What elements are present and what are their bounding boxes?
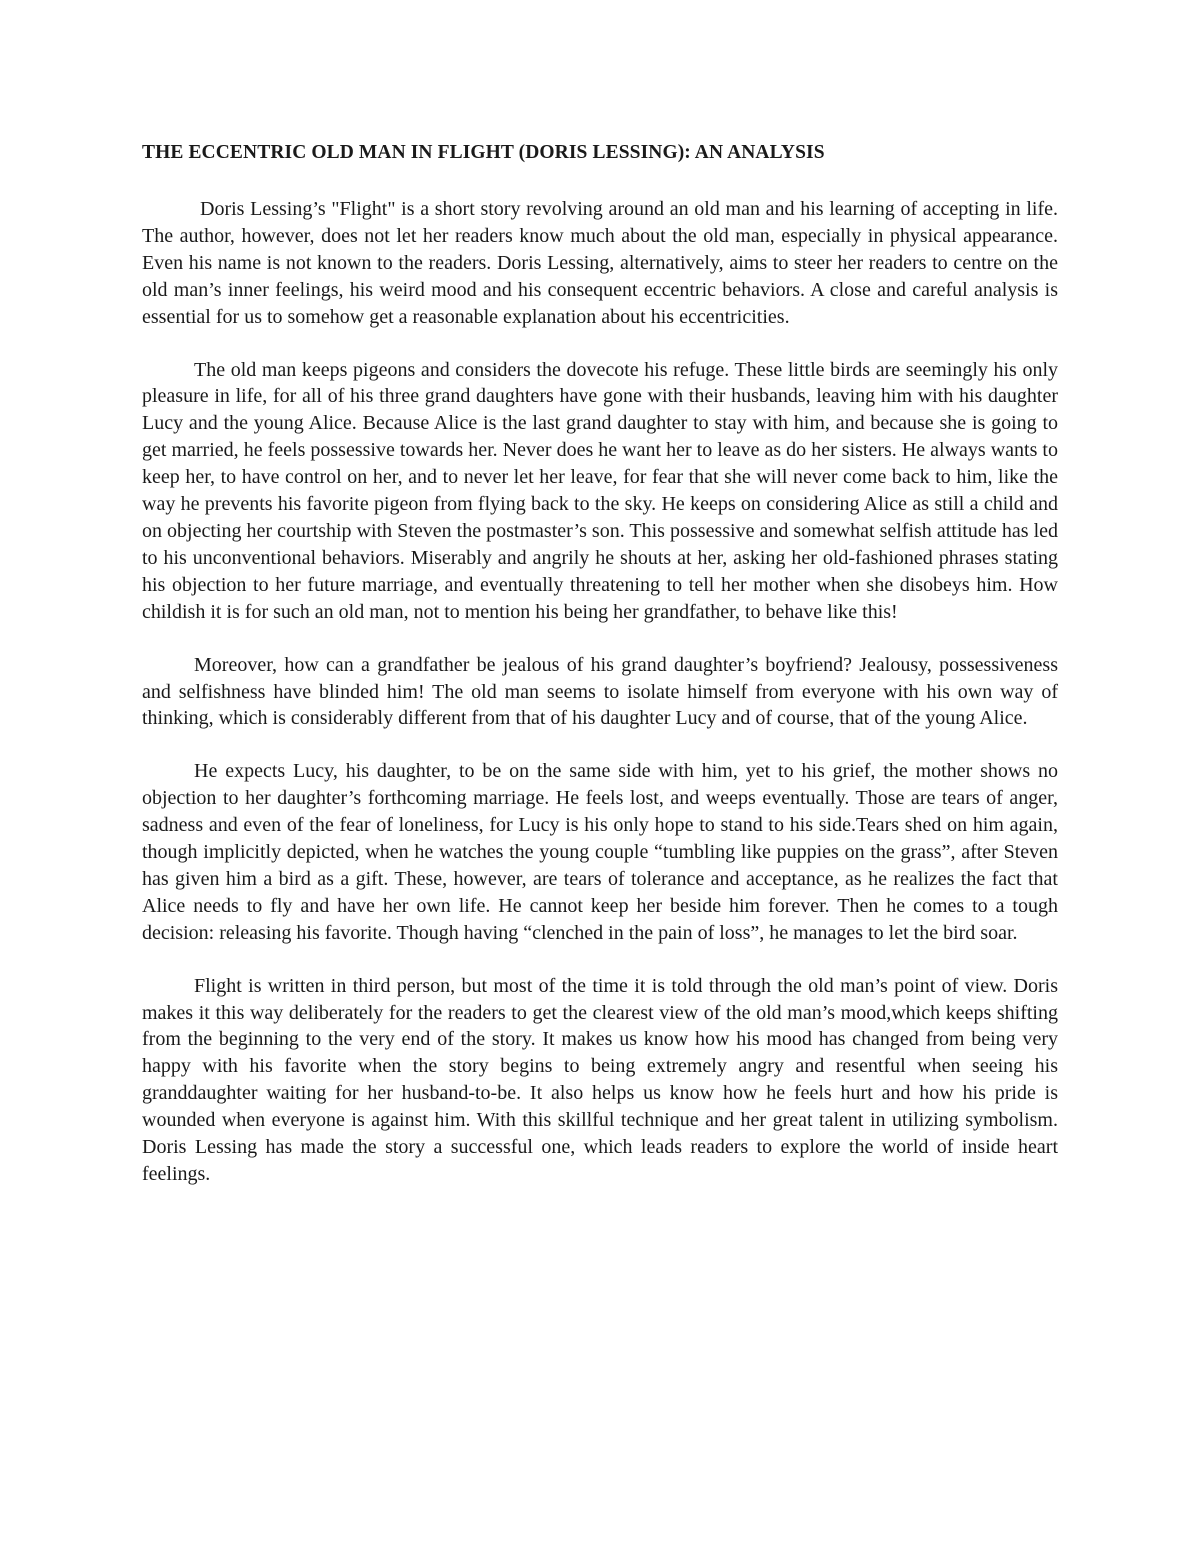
paragraph-5: Flight is written in third person, but most of the time it is told through the old man’s point of view. Doris makes it this way deliberately for the readers to get the clearest view of the old man’s mood,which keeps shifting from the beginning to the very end of the story. It makes us know how his mood has changed from being very happy with his favorite when the story begins to being extremely angry and resentful when seeing his granddaughter waiting for her husband-to-be. It also helps us know how he feels hurt and how his pride is wounded when everyone is against him. With this skillful technique and her great talent in utilizing symbolism. Doris Lessing has made the story a successful one, which leads readers to explore the world of inside heart feelings. [142, 974, 1058, 1185]
paragraph-1: Doris Lessing’s "Flight" is a short story revolving around an old man and his learning of accepting in life. The author, however, does not let her readers know much about the old man, especially in physical appearance. Even his name is not known to the readers. Doris Lessing, alternatively, aims to steer her readers to centre on the old man’s inner feelings, his weird mood and his consequent eccentric behaviors. A close and careful analysis is essential for us to somehow get a reasonable explanation about his eccentricities. [142, 198, 1058, 328]
paragraph-3: Moreover, how can a grandfather be jealous of his grand daughter’s boyfriend? Jealousy, possessiveness and selfishness have blinded him! The old man seems to isolate himself from everyone with his own way of thinking, which is considerably different from that of his daughter Lucy and of course, that of the young Alice. [142, 653, 1058, 730]
paragraph-4: He expects Lucy, his daughter, to be on the same side with him, yet to his grief, the mother shows no objection to her daughter’s forthcoming marriage. He feels lost, and weeps eventually. Those are tears of anger, sadness and even of the fear of loneliness, for Lucy is his only hope to stand to his side.Tears shed on him again, though implicitly depicted, when he watches the young couple “tumbling like puppies on the grass”, after Steven has given him a bird as a gift. These, however, are tears of tolerance and acceptance, as he realizes the fact that Alice needs to fly and have her own life. He cannot keep her beside him forever. Then he comes to a tough decision: releasing his favorite. Though having “clenched in the pain of loss”, he manages to let the bird soar. [142, 760, 1058, 944]
document-page [142, 140, 1058, 1214]
paragraph-2: The old man keeps pigeons and considers the dovecote his refuge. These little birds are seemingly his only pleasure in life, for all of his three grand daughters have gone with their husbands, leaving him with his daughter Lucy and the young Alice. Because Alice is the last grand daughter to stay with him, and because she is going to get married, he feels possessive towards her. Never does he want her to leave as do her sisters. He always wants to keep her, to have control on her, and to never let her leave, for fear that she will never come back to him, like the way he prevents his favorite pigeon from flying back to the sky. He keeps on considering Alice as still a child and on objecting her courtship with Steven the postmaster’s son. This possessive and somewhat selfish attitude has led to his unconventional behaviors. Miserably and angrily he shouts at her, asking her old-fashioned phrases stating his objection to her future marriage, and eventually threatening to tell her mother when she disobeys him. How childish it is for such an old man, not to mention his being her grandfather, to behave like this! [142, 358, 1058, 623]
document-title: THE ECCENTRIC OLD MAN IN FLIGHT (DORIS LESSING): AN ANALYSIS [142, 142, 825, 163]
